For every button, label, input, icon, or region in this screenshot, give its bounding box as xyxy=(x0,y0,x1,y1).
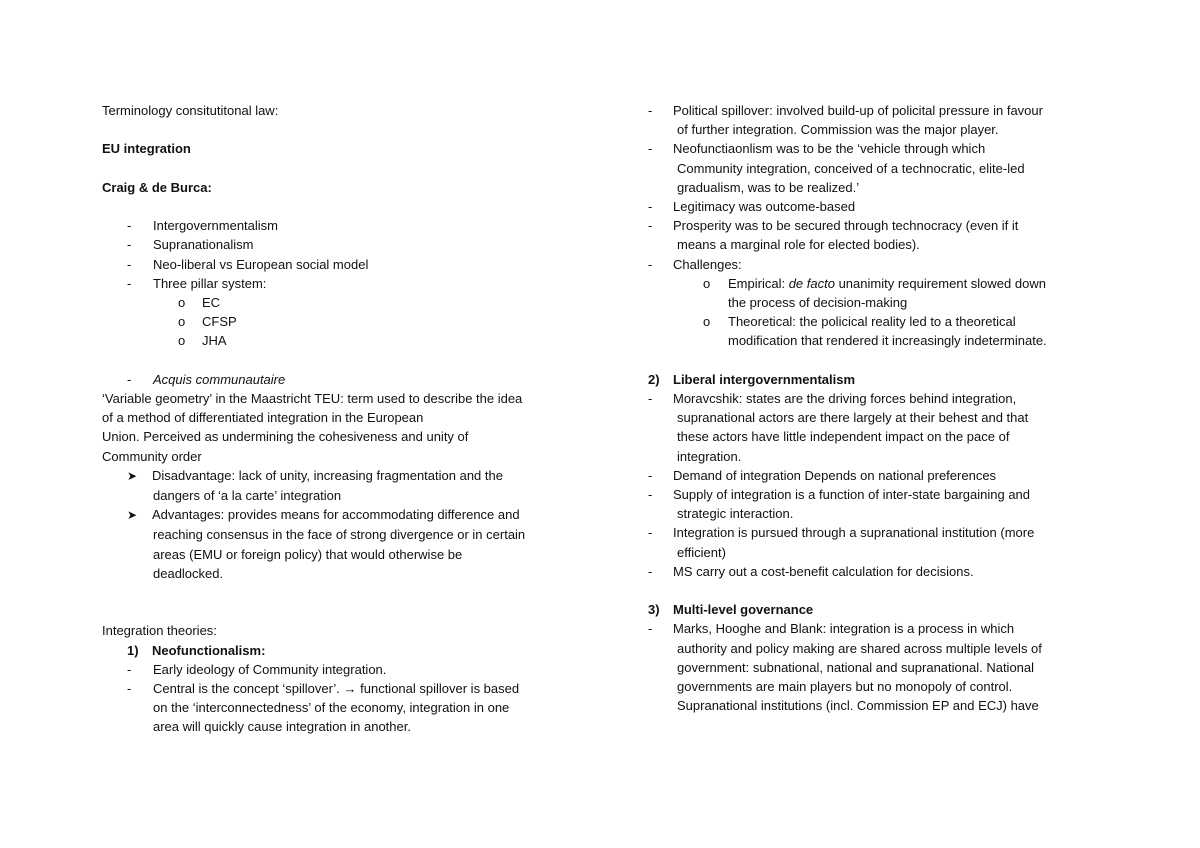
paragraph-line: on the ‘interconnectedness’ of the economy, integration in one xyxy=(153,700,510,716)
sub-list-item: o JHA xyxy=(178,333,227,349)
list-item: - Central is the concept ‘spillover’. → functional spillover is based xyxy=(127,681,520,696)
paragraph-line: Community integration, conceived of a technocratic, elite-led xyxy=(677,160,1025,176)
paragraph-line: Community order xyxy=(102,448,202,464)
list-item: - Prosperity was to be secured through technocracy (even if it xyxy=(648,218,1019,234)
sub-list-item: o Theoretical: the policical reality led to a theoretical xyxy=(703,314,1016,330)
paragraph-line: supranational actors are there largely at their behest and that xyxy=(677,410,1029,426)
paragraph-line: integration. xyxy=(677,448,742,464)
paragraph-line: governments are main players but no monopoly of control. xyxy=(677,679,1013,695)
section-heading: EU integration xyxy=(102,141,191,157)
arrow-bullet-item: ➤ Disadvantage: lack of unity, increasing fragmentation and the xyxy=(102,466,582,486)
paragraph-line: area will quickly cause integration in another. xyxy=(153,719,411,735)
arrow-bullet-icon: ➤ xyxy=(127,468,138,483)
paragraph-line: gradualism, was to be realized.’ xyxy=(677,179,860,195)
list-item: - Political spillover: involved build-up of policital pressure in favour xyxy=(648,103,1043,118)
right-arrow-icon: → xyxy=(343,681,357,696)
authors-heading: Craig & de Burca: xyxy=(102,179,212,195)
sub-list-item: o CFSP xyxy=(178,314,237,330)
paragraph-line: government: subnational, national and supranational. National xyxy=(677,659,1035,675)
list-item: - Neo-liberal vs European social model xyxy=(127,256,369,272)
list-item: - Challenges: xyxy=(648,256,742,272)
paragraph-line: these actors have little independent impact on the pace of xyxy=(677,429,1010,445)
list-item: - Neofunctiaonlism was to be the ‘vehicle through which xyxy=(648,141,986,157)
list-item: - Intergovernmentalism xyxy=(127,218,278,234)
list-item: - Supranationalism xyxy=(127,237,254,253)
paragraph-line: means a marginal role for elected bodies). xyxy=(677,237,920,253)
paragraph-line: Supranational institutions (incl. Commission EP and ECJ) have xyxy=(677,698,1039,714)
paragraph-line: authority and policy making are shared across multiple levels of xyxy=(677,640,1042,656)
arrow-bullet-item: ➤ Advantages: provides means for accommodating difference and xyxy=(102,505,582,525)
paragraph-line: strategic interaction. xyxy=(677,506,794,522)
right-column xyxy=(648,101,1098,715)
numbered-heading: 2) Liberal intergovernmentalism xyxy=(648,371,856,387)
paragraph-line: of a method of differentiated integration in the European xyxy=(102,410,424,426)
list-item: - Early ideology of Community integration. xyxy=(127,661,387,677)
paragraph-line: deadlocked. xyxy=(153,565,224,581)
paragraph-line: dangers of ‘a la carte’ integration xyxy=(153,488,342,503)
paragraph-line: areas (EMU or foreign policy) that would otherwise be xyxy=(153,546,463,562)
arrow-bullet-icon: ➤ xyxy=(127,508,138,523)
paragraph-line: efficient) xyxy=(677,544,726,560)
list-item: - Demand of integration Depends on national preferences xyxy=(648,467,997,483)
theories-heading: Integration theories: xyxy=(102,623,217,639)
list-item: - Marks, Hooghe and Blank: integration is a process in which xyxy=(648,621,1015,637)
list-item: - Three pillar system: xyxy=(127,275,267,291)
numbered-heading: 3) Multi-level governance xyxy=(648,602,814,618)
sub-list-item: o EC xyxy=(178,294,221,310)
paragraph-line: Union. Perceived as undermining the cohesiveness and unity of xyxy=(102,429,469,445)
list-item: - Moravcshik: states are the driving forces behind integration, xyxy=(648,391,1017,407)
list-item: - Legitimacy was outcome-based xyxy=(648,199,856,215)
paragraph-line: of further integration. Commission was the major player. xyxy=(677,122,999,138)
list-item: - MS carry out a cost-benefit calculation for decisions. xyxy=(648,563,974,579)
paragraph-line: the process of decision-making xyxy=(728,295,908,311)
paragraph-line: ‘Variable geometry’ in the Maastricht TEU: term used to describe the idea xyxy=(102,390,523,406)
numbered-heading: 1) Neofunctionalism: xyxy=(127,642,266,658)
list-item: - Supply of integration is a function of inter-state bargaining and xyxy=(648,487,1031,503)
left-column xyxy=(102,101,582,737)
list-item: - Acquis communautaire xyxy=(127,371,286,387)
paragraph-line: reaching consensus in the face of strong divergence or in certain xyxy=(153,527,526,543)
sub-list-item: o Empirical: de facto unanimity requirement slowed down xyxy=(703,275,1046,291)
paragraph-line: modification that rendered it increasingly indeterminate. xyxy=(728,333,1047,349)
doc-title: Terminology consitutitonal law: xyxy=(102,103,279,118)
list-item: - Integration is pursued through a supranational institution (more xyxy=(648,525,1035,541)
